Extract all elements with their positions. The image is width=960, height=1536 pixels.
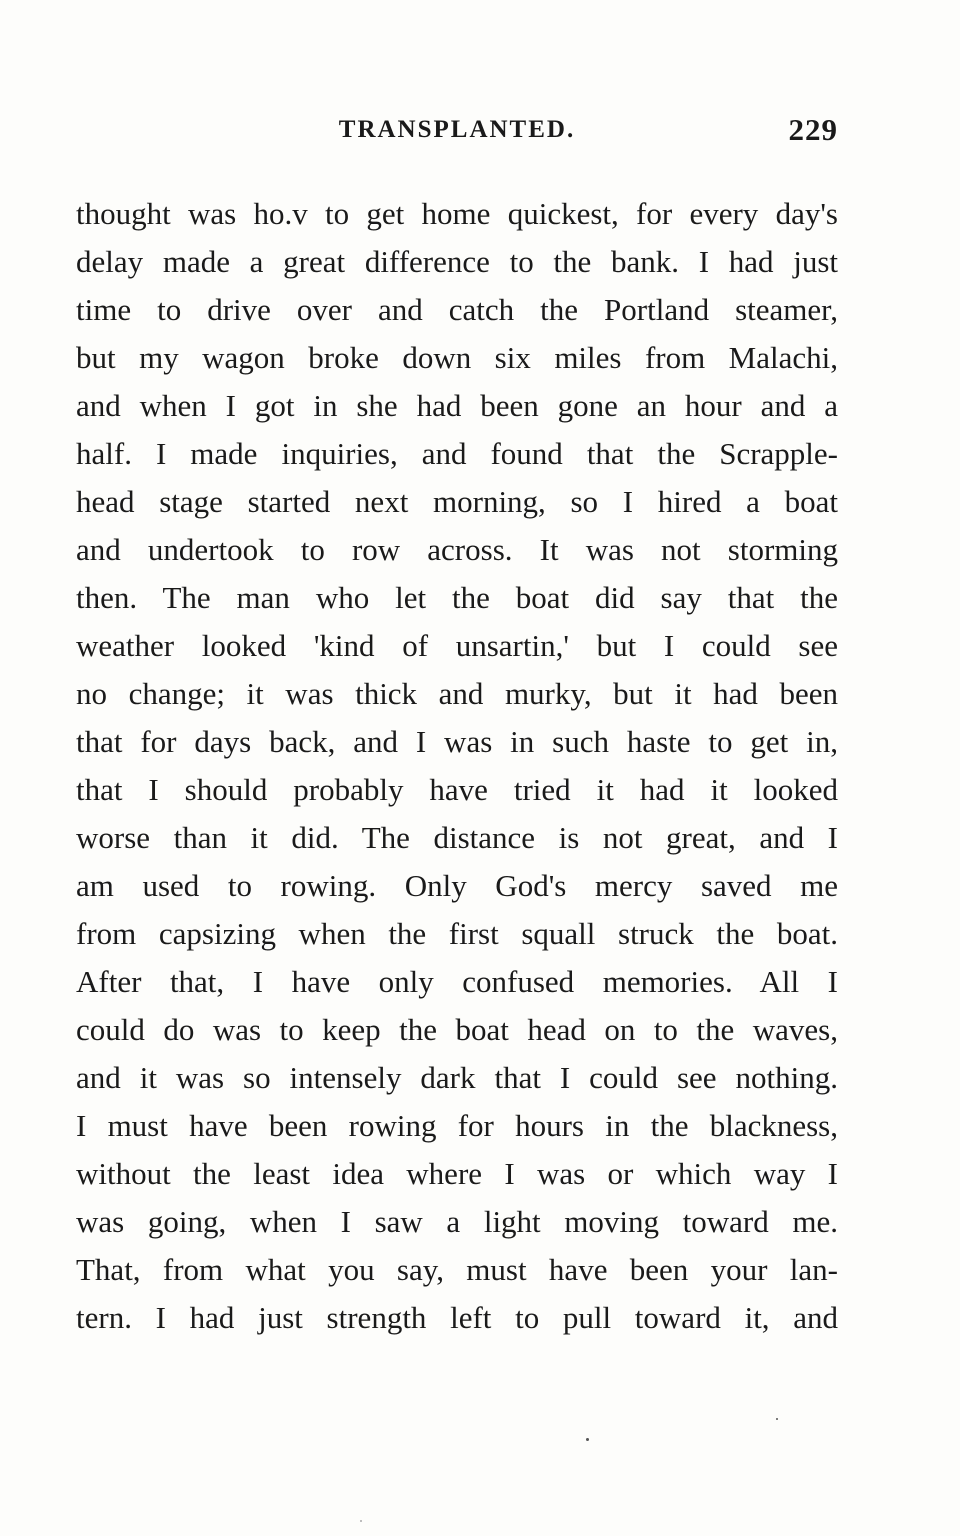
- text-line: and it was so intensely dark that I could see nothing.: [76, 1060, 838, 1095]
- text-line: worse than it did. The distance is not great, and I: [76, 820, 838, 855]
- text-line: After that, I have only confused memories. All I: [76, 964, 838, 999]
- text-line: could do was to keep the boat head on to the waves,: [76, 1012, 838, 1047]
- text-line: without the least idea where I was or which way I: [76, 1156, 838, 1191]
- text-line: head stage started next morning, so I hired a boat: [76, 484, 838, 519]
- scan-speck: [360, 1520, 362, 1522]
- text-line: from capsizing when the first squall struck the boat.: [76, 916, 838, 951]
- text-line: and undertook to row across. It was not storming: [76, 532, 838, 567]
- running-title: TRANSPLANTED.: [338, 116, 576, 143]
- text-line: and when I got in she had been gone an hour and a: [76, 388, 838, 423]
- page-number: 229: [788, 112, 838, 147]
- text-line: was going, when I saw a light moving toward me.: [76, 1204, 838, 1239]
- text-line: delay made a great difference to the bank. I had just: [76, 244, 838, 279]
- text-line: half. I made inquiries, and found that the Scrapple-: [76, 436, 838, 471]
- text-line: tern. I had just strength left to pull toward it, and: [76, 1300, 838, 1335]
- scan-speck: [776, 1418, 778, 1420]
- text-line: but my wagon broke down six miles from Malachi,: [76, 340, 838, 375]
- text-line: That, from what you say, must have been your lan-: [76, 1252, 838, 1287]
- text-line: thought was ho.v to get home quickest, for every day's: [76, 196, 838, 231]
- body-text: [76, 190, 838, 1342]
- scan-speck: [586, 1438, 589, 1441]
- text-line: that for days back, and I was in such haste to get in,: [76, 724, 838, 759]
- running-head: [76, 112, 838, 152]
- text-line: am used to rowing. Only God's mercy saved me: [76, 868, 838, 903]
- text-line: time to drive over and catch the Portland steamer,: [76, 292, 838, 327]
- text-line: then. The man who let the boat did say that the: [76, 580, 838, 615]
- text-line: weather looked 'kind of unsartin,' but I could see: [76, 628, 838, 663]
- text-line: no change; it was thick and murky, but it had been: [76, 676, 838, 711]
- text-line: I must have been rowing for hours in the blackness,: [76, 1108, 838, 1143]
- text-line: that I should probably have tried it had it looked: [76, 772, 838, 807]
